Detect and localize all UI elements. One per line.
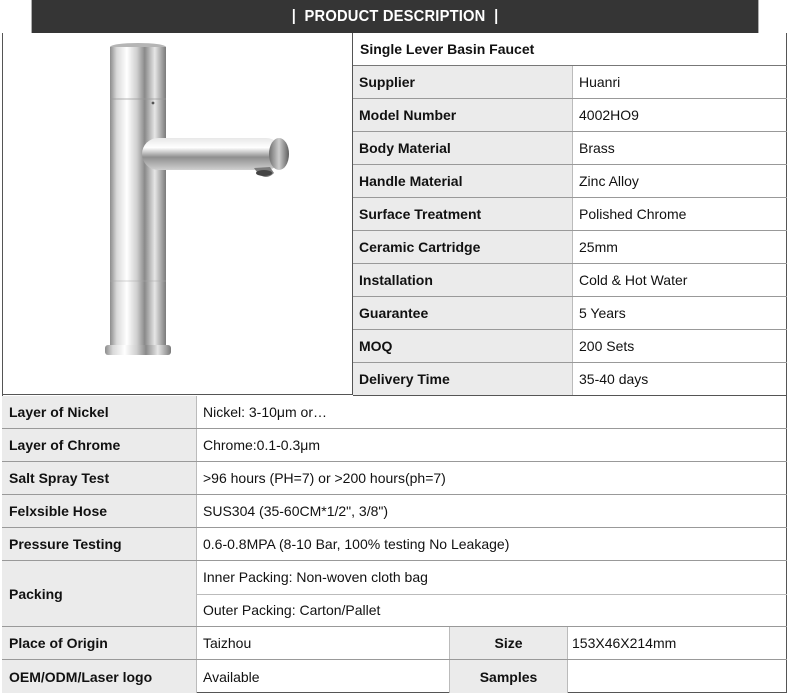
detail-value: Nickel: 3-10μm or… — [203, 404, 327, 420]
spec-value: Cold & Hot Water — [579, 272, 688, 288]
spec-row-ceramic-cartridge — [353, 231, 787, 264]
samples-label: Samples — [450, 660, 568, 693]
detail-value: 0.6-0.8MPA (8-10 Bar, 100% testing No Leakage) — [203, 536, 510, 552]
header-left-bar — [293, 9, 295, 24]
spec-value: 25mm — [579, 239, 618, 255]
packing-values — [197, 561, 787, 626]
spec-value: 200 Sets — [579, 338, 635, 354]
spec-value: Zinc Alloy — [579, 173, 639, 189]
product-image-cell — [2, 33, 353, 395]
spec-label: Installation — [353, 264, 573, 296]
detail-row-nickel — [2, 396, 787, 429]
detail-row-chrome — [2, 429, 787, 462]
spec-label: Model Number — [353, 99, 573, 131]
detail-row-oem — [2, 660, 787, 693]
spec-label: Handle Material — [353, 165, 573, 197]
oem-label: OEM/ODM/Laser logo — [2, 660, 197, 693]
detail-row-hose — [2, 495, 787, 528]
packing-label: Packing — [2, 561, 197, 626]
spec-row-body-material — [353, 132, 787, 165]
spec-row-model-number — [353, 99, 787, 132]
detail-row-packing — [2, 561, 787, 627]
spec-row-moq — [353, 330, 787, 363]
spec-value: Polished Chrome — [579, 206, 687, 222]
header-title: PRODUCT DESCRIPTION — [304, 7, 486, 25]
spec-row-guarantee — [353, 297, 787, 330]
product-name: Single Lever Basin Faucet — [353, 33, 787, 66]
spec-label: MOQ — [353, 330, 573, 362]
packing-outer: Outer Packing: Carton/Pallet — [197, 594, 787, 627]
section-header — [32, 0, 759, 33]
detail-value: SUS304 (35-60CM*1/2", 3/8") — [203, 503, 389, 519]
spec-row-surface-treatment — [353, 198, 787, 231]
samples-value — [568, 660, 787, 693]
origin-label: Place of Origin — [2, 627, 197, 659]
header-right-bar — [496, 9, 498, 24]
spec-row-installation — [353, 264, 787, 297]
spec-label: Body Material — [353, 132, 573, 164]
spec-value: 4002HO9 — [579, 107, 639, 123]
spec-value: Brass — [579, 140, 615, 156]
detail-label: Layer of Chrome — [2, 429, 197, 461]
size-label: Size — [450, 627, 568, 659]
spec-value: Huanri — [579, 74, 621, 90]
origin-value: Taizhou — [197, 627, 450, 659]
detail-label: Felxsible Hose — [2, 495, 197, 527]
spec-label: Surface Treatment — [353, 198, 573, 230]
spec-label: Supplier — [353, 66, 573, 98]
detail-row-origin — [2, 627, 787, 660]
spec-value: 5 Years — [579, 305, 626, 321]
spec-label: Delivery Time — [353, 363, 573, 395]
spec-row-handle-material — [353, 165, 787, 198]
size-value: 153X46X214mm — [572, 635, 677, 651]
detail-row-pressure — [2, 528, 787, 561]
spec-row-delivery-time — [353, 363, 787, 396]
detail-row-salt-spray — [2, 462, 787, 495]
faucet-image — [2, 33, 352, 394]
detail-value: >96 hours (PH=7) or >200 hours(ph=7) — [203, 470, 446, 486]
packing-inner: Inner Packing: Non-woven cloth bag — [203, 569, 428, 586]
detail-label: Layer of Nickel — [2, 396, 197, 428]
spec-value: 35-40 days — [579, 371, 649, 387]
detail-label: Pressure Testing — [2, 528, 197, 560]
spec-label: Ceramic Cartridge — [353, 231, 573, 263]
oem-value: Available — [197, 660, 450, 693]
spec-row-supplier — [353, 66, 787, 99]
detail-value: Chrome:0.1-0.3μm — [203, 437, 320, 453]
detail-label: Salt Spray Test — [2, 462, 197, 494]
spec-label: Guarantee — [353, 297, 573, 329]
